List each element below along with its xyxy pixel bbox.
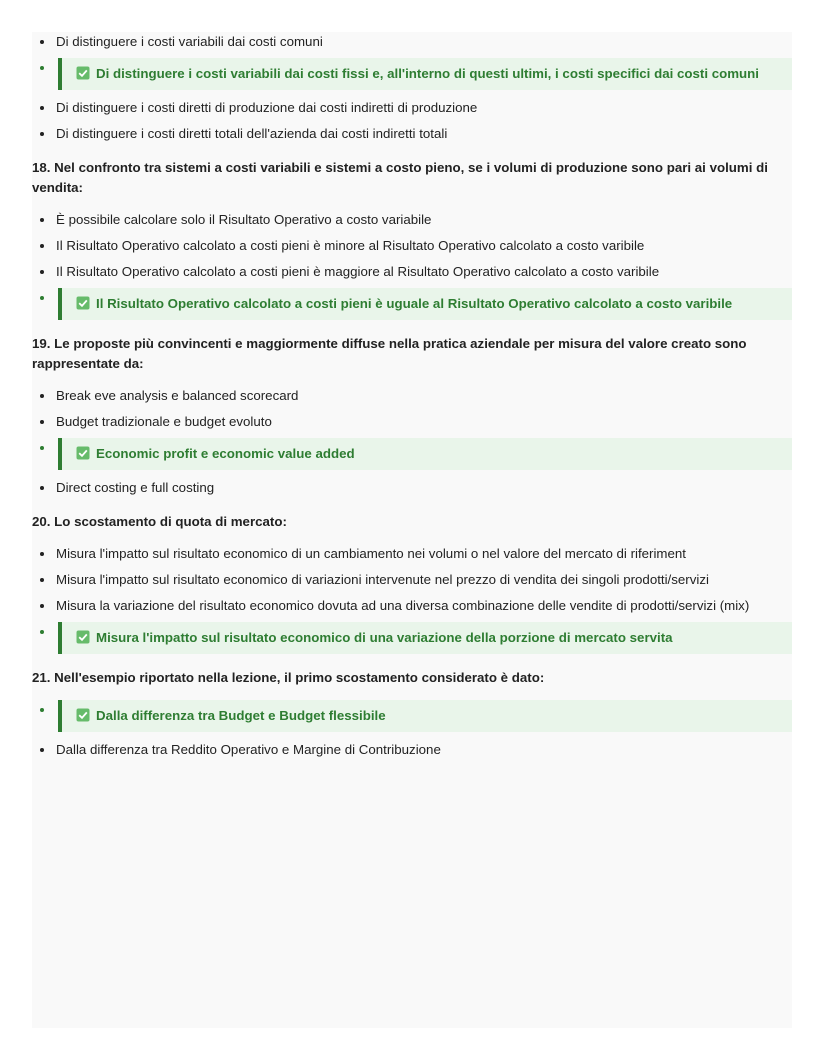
q17-option-2-correct <box>32 58 792 90</box>
question-20: 20. Lo scostamento di quota di mercato: <box>32 514 287 529</box>
q17-option-3: Di distinguere i costi diretti di produzione dai costi indiretti di produzione <box>32 98 792 118</box>
correct-answer-box: Economic profit e economic value added <box>58 438 792 470</box>
q17-options <box>32 32 792 144</box>
check-square-icon <box>76 630 90 644</box>
q21-option-1-correct <box>32 700 792 732</box>
q19-option-1: Break eve analysis e balanced scorecard <box>32 386 792 406</box>
q19-option-2: Budget tradizionale e budget evoluto <box>32 412 792 432</box>
check-square-icon <box>76 446 90 460</box>
question-18: 18. Nel confronto tra sistemi a costi variabili e sistemi a costo pieno, se i volumi di produzione sono pari ai volumi di vendita: <box>32 160 768 195</box>
q20-option-2: Misura l'impatto sul risultato economico di variazioni intervenute nel prezzo di vendita dei singoli prodotti/servizi <box>32 570 792 590</box>
q20-options <box>32 544 792 654</box>
q18-options <box>32 210 792 320</box>
correct-answer-box: Il Risultato Operativo calcolato a costi pieni è uguale al Risultato Operativo calcolato a costo varibile <box>58 288 792 320</box>
correct-answer-box: Dalla differenza tra Budget e Budget flessibile <box>58 700 792 732</box>
question-21: 21. Nell'esempio riportato nella lezione, il primo scostamento considerato è dato: <box>32 670 545 685</box>
q17-option-1: Di distinguere i costi variabili dai costi comuni <box>32 32 792 52</box>
q17-option-4: Di distinguere i costi diretti totali dell'azienda dai costi indiretti totali <box>32 124 792 144</box>
q18-option-3: Il Risultato Operativo calcolato a costi pieni è maggiore al Risultato Operativo calcolato a costo varibile <box>32 262 792 282</box>
q19-options <box>32 386 792 498</box>
check-square-icon <box>76 708 90 722</box>
question-19: 19. Le proposte più convincenti e maggiormente diffuse nella pratica aziendale per misura del valore creato sono rappresentate da: <box>32 336 747 371</box>
q20-option-4-correct <box>32 622 792 654</box>
q19-option-3-correct <box>32 438 792 470</box>
check-square-icon <box>76 296 90 310</box>
q18-option-1: È possibile calcolare solo il Risultato Operativo a costo variabile <box>32 210 792 230</box>
q18-option-2: Il Risultato Operativo calcolato a costi pieni è minore al Risultato Operativo calcolato a costo varibile <box>32 236 792 256</box>
q18-option-4-correct <box>32 288 792 320</box>
q21-options <box>32 700 792 760</box>
q20-option-1: Misura l'impatto sul risultato economico di un cambiamento nei volumi o nel valore del mercato di riferiment <box>32 544 792 564</box>
correct-answer-box: Di distinguere i costi variabili dai costi fissi e, all'interno di questi ultimi, i costi specifici dai costi comuni <box>58 58 792 90</box>
quiz-content <box>32 32 792 766</box>
correct-answer-box: Misura l'impatto sul risultato economico di una variazione della porzione di mercato servita <box>58 622 792 654</box>
q19-option-4: Direct costing e full costing <box>32 478 792 498</box>
check-square-icon <box>76 66 90 80</box>
q20-option-3: Misura la variazione del risultato economico dovuta ad una diversa combinazione delle vendite di prodotti/servizi (mix) <box>32 596 792 616</box>
q21-option-2: Dalla differenza tra Reddito Operativo e Margine di Contribuzione <box>32 740 792 760</box>
